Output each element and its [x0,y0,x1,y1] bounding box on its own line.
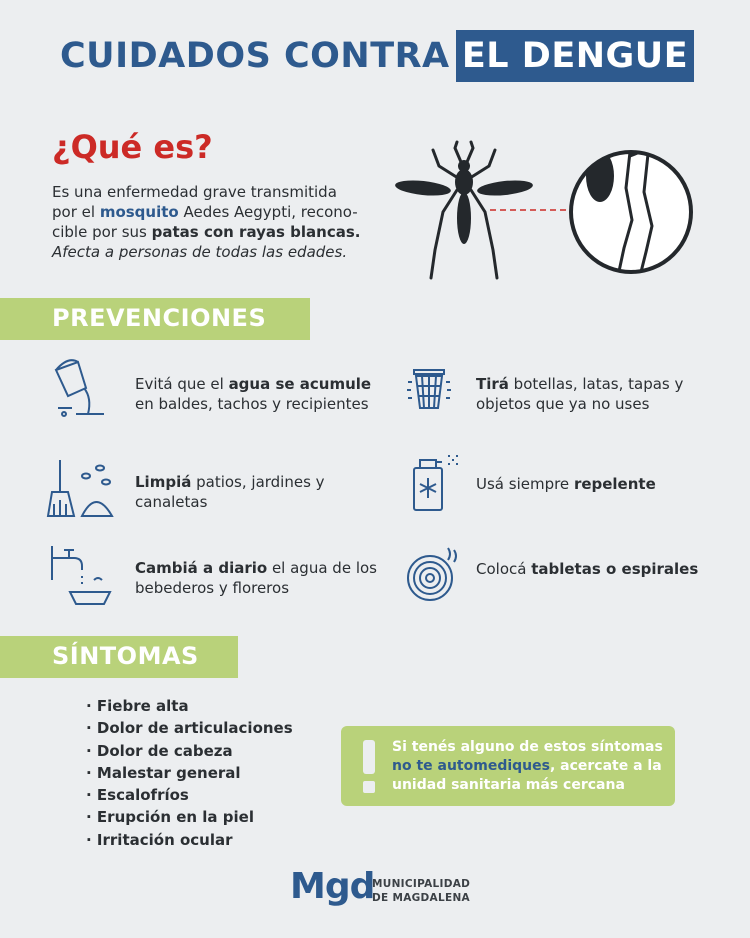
prevention-item-2-post: botellas, latas, tapas y objetos que ya no uses [476,375,684,413]
prevention-item-2-bold: Tirá [476,375,509,393]
prevention-item-3-bold: Limpiá [135,473,192,491]
symptoms-band [0,636,238,678]
zoom-circle-icon [568,148,694,276]
prevention-item-4-bold: repelente [573,475,656,493]
municipality-line1: MUNICIPALIDAD [372,878,471,890]
prevention-item-1 [135,374,385,414]
alert-highlight: no te automediques [392,758,550,774]
intro-line2-post: Aedes Aegypti, recono- [178,203,358,221]
prevention-item-5-post: el agua de los bebederos y floreros [135,559,377,597]
prevention-item-1-pre: Evitá que el [135,375,229,393]
intro-heading: ¿Qué es? [52,128,213,166]
intro-line4: Afecta a personas de todas las edades. [52,243,348,261]
prevention-item-6-pre: Colocá [476,560,532,578]
prevention-item-6-bold: tabletas o espirales [531,560,699,578]
prevention-item-5-bold: Cambiá a diario [135,559,268,577]
symptoms-heading: SÍNTOMAS [52,642,199,670]
list-item: · Fiebre alta [86,695,293,717]
municipality-line2: DE MAGDALENA [372,892,470,904]
prevention-item-4-pre: Usá siempre [476,475,574,493]
prevention-item-3 [135,472,385,512]
prevention-item-6 [476,559,726,579]
intro-legs: patas con rayas blancas. [151,223,361,241]
trash-bin-icon [406,364,452,412]
symptoms-list [86,695,293,851]
repellent-spray-icon [408,452,464,514]
alert-box [341,726,675,806]
alert-pre: Si tenés alguno de estos síntomas [392,739,663,755]
bucket-water-icon [48,358,110,420]
alert-text [392,738,668,795]
broom-icon [46,456,116,520]
faucet-bowl-icon [48,540,116,606]
prevention-item-4 [476,474,726,494]
prevention-item-3-post: patios, jardines y canaletas [135,473,325,511]
exclamation-dot-icon [363,781,375,793]
exclamation-icon [363,740,375,774]
title-highlight-box [456,30,694,82]
prevention-item-5 [135,558,385,598]
intro-line3-pre: cible por sus [52,223,152,241]
list-item: · Dolor de cabeza [86,740,293,762]
page-title [0,30,750,85]
list-item: · Malestar general [86,762,293,784]
list-item: · Irritación ocular [86,829,293,851]
list-item: · Erupción en la piel [86,806,293,828]
prevention-item-1-bold: agua se acumule [228,375,372,393]
prevention-band [0,298,310,340]
list-item: · Escalofríos [86,784,293,806]
municipality-logo: Mgd [290,866,375,907]
title-part1: CUIDADOS CONTRA [60,36,450,76]
intro-line2-pre: por el [52,203,100,221]
mosquito-coil-icon [404,546,462,604]
zoom-dashed-line [490,205,570,215]
title-part2: EL DENGUE [461,36,689,76]
intro-line1: Es una enfermedad grave transmitida [52,183,337,201]
prevention-item-1-post: en baldes, tachos y recipientes [135,395,369,413]
prevention-item-2 [476,374,726,414]
prevention-heading: PREVENCIONES [52,304,267,332]
alert-post: , acercate a la unidad sanitaria más cercana [392,758,662,793]
municipality-name [372,877,470,905]
intro-description [52,182,382,262]
list-item: · Dolor de articulaciones [86,717,293,739]
intro-mosquito: mosquito [99,203,179,221]
